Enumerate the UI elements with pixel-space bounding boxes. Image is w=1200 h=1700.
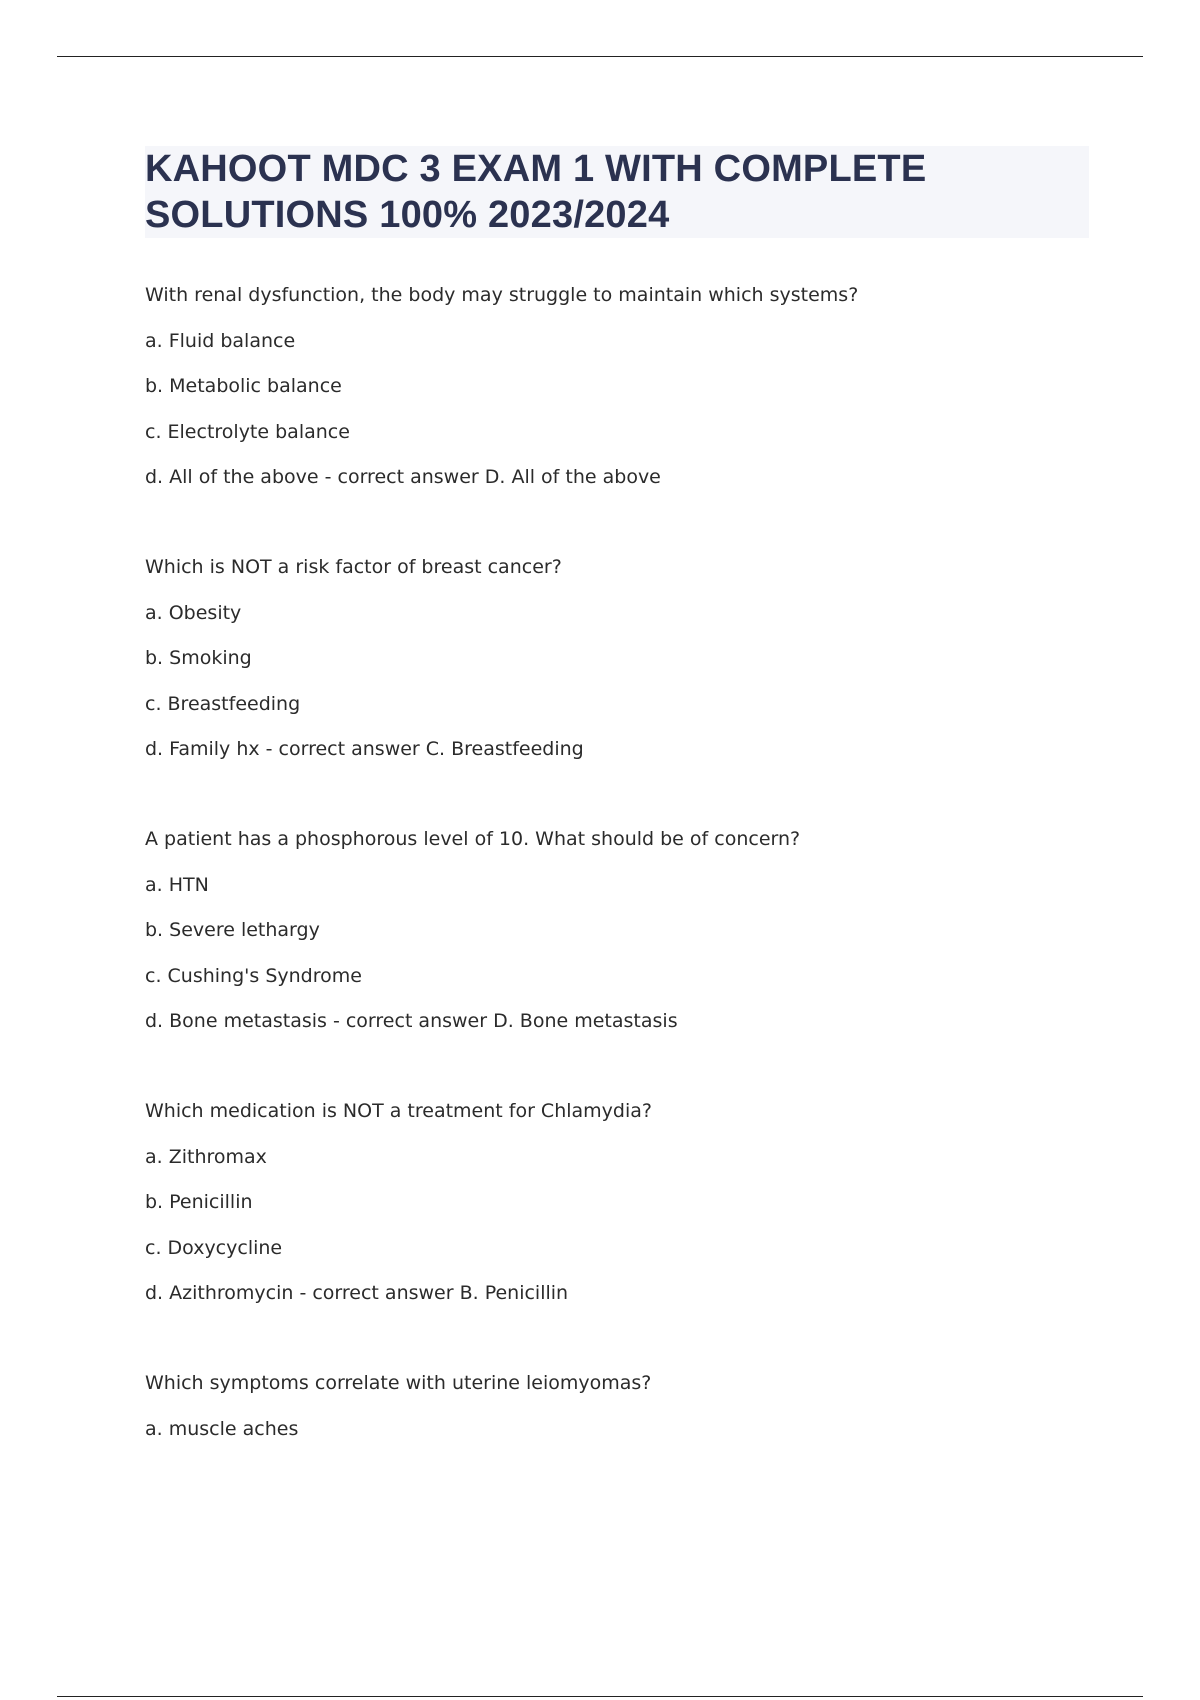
- question-text: Which symptoms correlate with uterine leiomyomas?: [145, 1372, 652, 1394]
- answer-option-with-correct-answer: d. All of the above - correct answer D. All of the above: [145, 466, 661, 488]
- answer-option-with-correct-answer: d. Azithromycin - correct answer B. Penicillin: [145, 1282, 569, 1304]
- answer-option-with-correct-answer: d. Bone metastasis - correct answer D. Bone metastasis: [145, 1010, 678, 1032]
- question-block-4: [145, 1099, 1085, 1371]
- answer-option: a. muscle aches: [145, 1417, 299, 1440]
- answer-option: b. Metabolic balance: [145, 375, 342, 397]
- question-block-2: [145, 555, 1085, 827]
- answer-option: a. Zithromax: [145, 1145, 267, 1168]
- answer-option-with-correct-answer: d. Family hx - correct answer C. Breastfeeding: [145, 738, 584, 760]
- answer-option: a. HTN: [145, 873, 209, 896]
- question-block-5: [145, 1371, 1085, 1643]
- answer-option: b. Penicillin: [145, 1191, 253, 1213]
- answer-option: c. Electrolyte balance: [145, 420, 350, 443]
- answer-option: b. Smoking: [145, 647, 252, 669]
- answer-option: a. Fluid balance: [145, 329, 296, 352]
- bottom-rule: [57, 1696, 1143, 1697]
- question-text: With renal dysfunction, the body may struggle to maintain which systems?: [145, 284, 859, 306]
- question-block-3: [145, 827, 1085, 1099]
- answer-option: b. Severe lethargy: [145, 919, 320, 941]
- top-rule: [57, 56, 1143, 57]
- question-text: Which is NOT a risk factor of breast cancer?: [145, 556, 562, 578]
- question-text: Which medication is NOT a treatment for Chlamydia?: [145, 1100, 652, 1122]
- question-text: A patient has a phosphorous level of 10. What should be of concern?: [145, 828, 801, 850]
- question-block-1: [145, 283, 1085, 555]
- document-title: KAHOOT MDC 3 EXAM 1 WITH COMPLETE SOLUTIONS 100% 2023/2024: [145, 148, 927, 236]
- answer-option: c. Doxycycline: [145, 1236, 283, 1259]
- answer-option: c. Breastfeeding: [145, 692, 301, 715]
- answer-option: a. Obesity: [145, 601, 242, 624]
- question-list: [145, 283, 1085, 1643]
- answer-option: c. Cushing's Syndrome: [145, 964, 362, 987]
